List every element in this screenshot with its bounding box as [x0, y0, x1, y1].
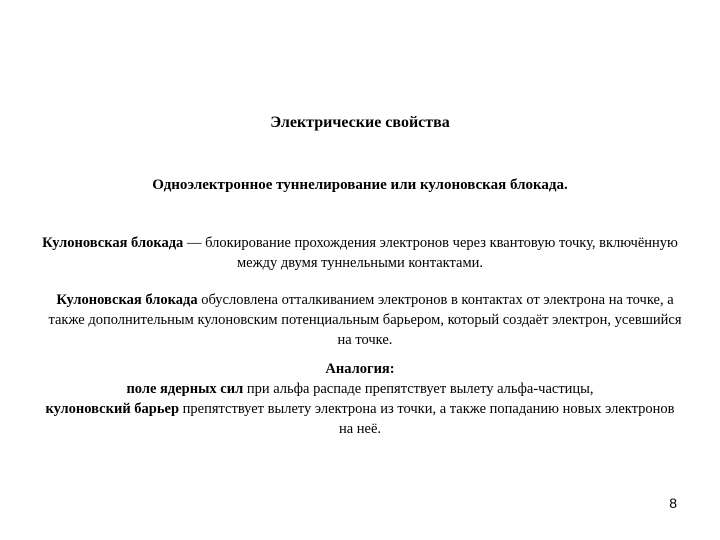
cause-paragraph [40, 290, 690, 350]
slide-subtitle: Одноэлектронное туннелирование или кулоновская блокада. [152, 177, 568, 193]
analogy-text-coulomb: препятствует вылету электрона из точки, а также попаданию новых электронов на неё. [179, 401, 675, 437]
cause-term: Кулоновская блокада [56, 292, 198, 308]
analogy-label: Аналогия: [325, 361, 395, 377]
analogy-term-coulomb: кулоновский барьер [45, 401, 180, 417]
definition-term: Кулоновская блокада [42, 235, 184, 251]
analogy-text-nuclear: при альфа распаде препятствует вылету альфа-частицы, [243, 381, 594, 397]
definition-paragraph [40, 233, 680, 273]
page-number: 8 [669, 495, 677, 511]
definition-text: — блокирование прохождения электронов через квантовую точку, включённую между двумя туннельными контактами. [183, 235, 678, 271]
slide-title: Электрические свойства [270, 114, 450, 131]
cause-text: обусловлена отталкиванием электронов в контактах от электрона на точке, а также дополнительным кулоновским потенциальным барьером, который создаёт электрон, усевшийся на точке. [48, 292, 682, 348]
analogy-term-nuclear: поле ядерных сил [126, 381, 244, 397]
analogy-paragraph [40, 379, 680, 439]
